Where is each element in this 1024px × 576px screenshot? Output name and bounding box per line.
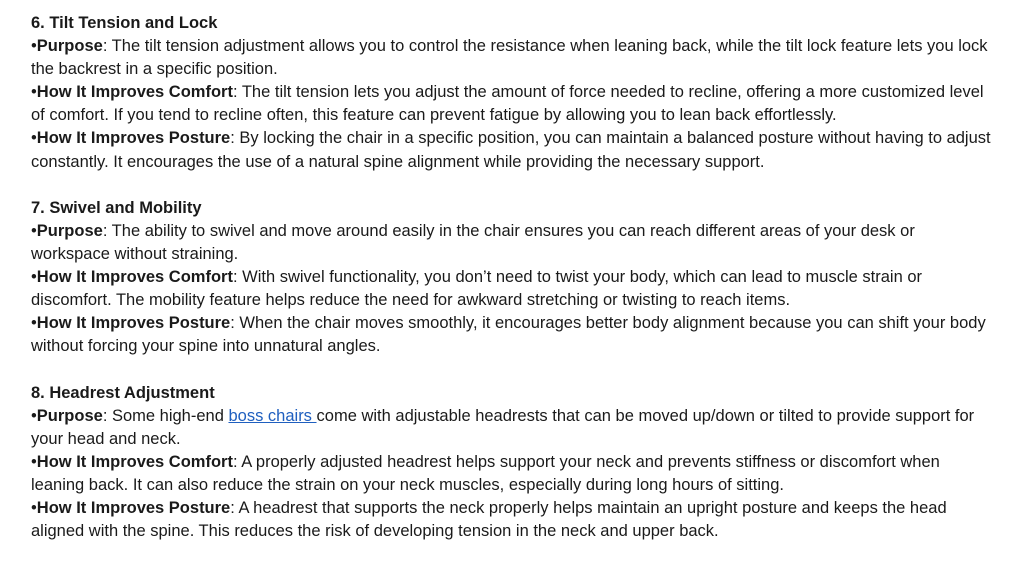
bullet-purpose [31, 405, 991, 451]
section-title-tilt: 6. Tilt Tension and Lock [31, 14, 218, 32]
bullet-posture [31, 497, 991, 543]
bullet-comfort [31, 81, 991, 127]
bullet-text: : A properly adjusted headrest helps support your neck and prevents stiffness or discomfort when leaning back. It can also reduce the strain on your neck muscles, especially during long hours of sitting. [31, 452, 940, 494]
bullet-text: : Some high-end [102, 406, 229, 425]
bullet-marker: • [31, 83, 37, 102]
bullet-label: How It Improves Posture [36, 129, 231, 148]
section-title-headrest: 8. Headrest Adjustment [31, 383, 215, 402]
bullet-text: : The tilt tension lets you adjust the amount of force needed to recline, offering a more customized level of comfort. If you tend to recline often, this feature can prevent fatigue by allowing you to lean back effortlessly. [31, 83, 984, 125]
bullet-text: : A headrest that supports the neck properly helps maintain an upright posture and keeps the head aligned with the spine. This reduces the risk of developing tension in the neck and upper back. [31, 498, 947, 541]
section-spacer [31, 358, 991, 381]
bullet-marker: • [31, 221, 37, 240]
bullet-label: How It Improves Posture [36, 498, 231, 517]
bullet-marker: • [31, 406, 37, 425]
bullet-marker: • [31, 129, 37, 148]
slide-content [31, 12, 991, 543]
bullet-label: Purpose [36, 406, 103, 425]
bullet-label: Purpose [36, 37, 103, 56]
section-spacer [31, 174, 991, 197]
bullet-purpose [31, 220, 991, 266]
bullet-label: How It Improves Comfort [36, 83, 233, 102]
bullet-text: : The tilt tension adjustment allows you to control the resistance when leaning back, while the tilt lock feature lets you lock the backrest in a specific position. [31, 37, 988, 79]
bullet-text: : The ability to swivel and move around easily in the chair ensures you can reach different areas of your desk or workspace without straining. [31, 221, 915, 263]
bullet-text: : With swivel functionality, you don’t need to twist your body, which can lead to muscle strain or discomfort. The mobility feature helps reduce the need for awkward stretching or twisting to reach items. [31, 268, 923, 310]
boss-chairs-link[interactable]: boss chairs [228, 406, 317, 425]
bullet-purpose [31, 35, 991, 81]
bullet-comfort [31, 266, 991, 312]
bullet-text: come with adjustable headrests that can be moved up/down or tilted to provide support for your head and neck. [31, 406, 975, 448]
bullet-marker: • [31, 268, 37, 287]
bullet-label: Purpose [36, 221, 103, 240]
bullet-posture [31, 127, 991, 173]
bullet-marker: • [31, 314, 37, 333]
bullet-label: How It Improves Comfort [36, 452, 233, 471]
section-title-swivel: 7. Swivel and Mobility [31, 198, 202, 217]
bullet-label: How It Improves Posture [36, 314, 231, 333]
bullet-marker: • [31, 452, 37, 471]
bullet-comfort [31, 451, 991, 497]
bullet-marker: • [31, 498, 37, 517]
bullet-posture [31, 312, 991, 358]
bullet-text: : By locking the chair in a specific position, you can maintain a balanced posture without having to adjust constantly. It encourages the use of a natural spine alignment while providing the necessary support. [31, 129, 991, 171]
bullet-text: : When the chair moves smoothly, it encourages better body alignment because you can shift your body without forcing your spine into unnatural angles. [31, 314, 986, 356]
bullet-label: How It Improves Comfort [36, 268, 233, 287]
bullet-marker: • [31, 37, 37, 56]
